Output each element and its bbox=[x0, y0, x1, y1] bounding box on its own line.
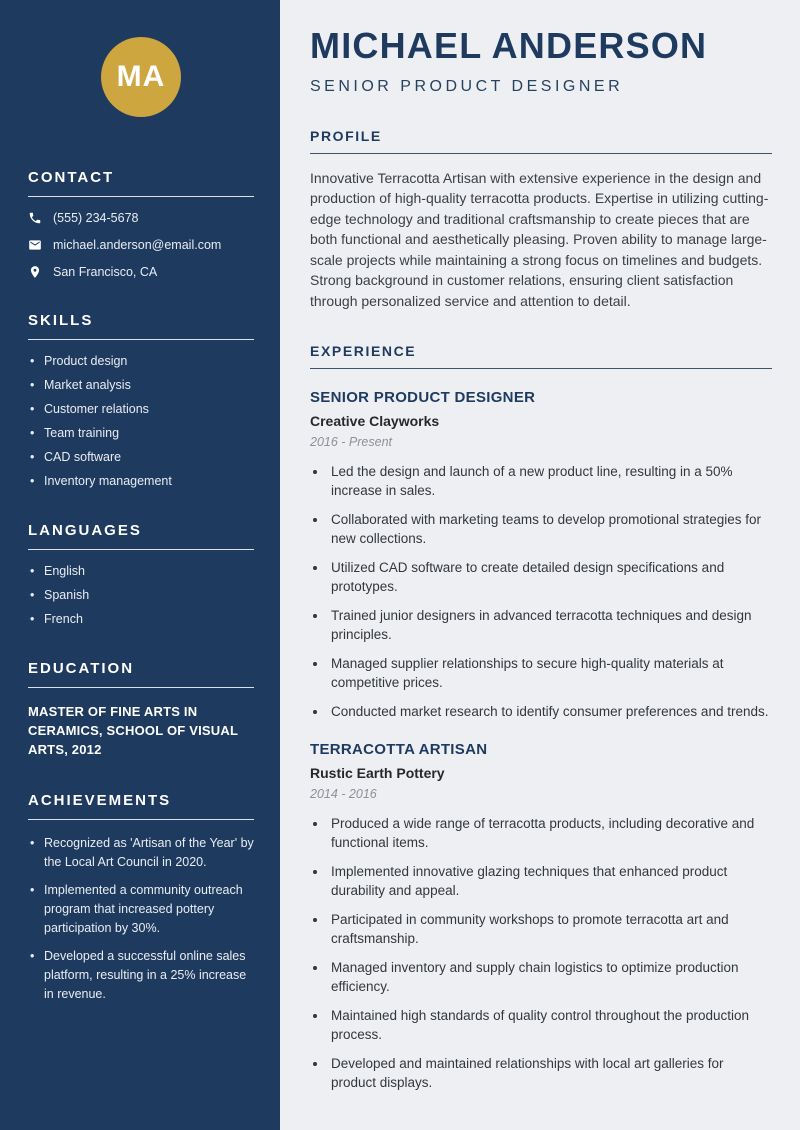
job-bullet: • Managed inventory and supply chain logistics to optimize production efficiency. bbox=[328, 958, 772, 996]
job-bullet: • Participated in community workshops to promote terracotta art and craftsmanship. bbox=[328, 910, 772, 948]
avatar-initials: MA bbox=[116, 60, 166, 93]
achievement-item: • Developed a successful online sales platform, resulting in a 25% increase in revenue. bbox=[28, 947, 254, 1004]
language-item: • Spanish bbox=[28, 588, 254, 603]
main-content bbox=[280, 0, 800, 1130]
experience-section bbox=[310, 343, 772, 1092]
job-bullet: • Collaborated with marketing teams to develop promotional strategies for new collections. bbox=[328, 510, 772, 548]
job-company: Rustic Earth Pottery bbox=[310, 765, 445, 782]
achievement-item: • Recognized as 'Artisan of the Year' by the Local Art Council in 2020. bbox=[28, 834, 254, 872]
job-bullet-list bbox=[310, 462, 772, 721]
contact-email: michael.anderson@email.com bbox=[53, 238, 222, 252]
education-degree: MASTER OF FINE ARTS IN CERAMICS, SCHOOL OF VISUAL ARTS, 2012 bbox=[28, 704, 238, 757]
profile-text: Innovative Terracotta Artisan with extensive experience in the design and production of high-quality terracotta products. Expertise in utilizing cutting-edge technology and traditional craftsmanship to create pieces that are both functional and aesthetically pleasing. Proven ability to manage large-scale projects while maintaining a strong focus on timelines and budgets. Strong background in customer relations, ensuring client satisfaction through personalized service and attention to detail. bbox=[310, 169, 769, 309]
achievement-item: • Implemented a community outreach program that increased pottery participation by 30%. bbox=[28, 881, 254, 938]
contact-section-title: CONTACT bbox=[28, 169, 254, 197]
job-dates: 2014 - 2016 bbox=[310, 787, 377, 802]
education-section bbox=[28, 660, 254, 759]
profile-section-title: PROFILE bbox=[310, 128, 772, 154]
resume-name: MICHAEL ANDERSON bbox=[310, 25, 708, 66]
contact-section bbox=[28, 169, 254, 279]
contact-location: San Francisco, CA bbox=[53, 265, 158, 279]
skill-item: • Team training bbox=[28, 426, 254, 441]
contact-row-location bbox=[28, 265, 254, 279]
job-bullet: • Produced a wide range of terracotta products, including decorative and functional items. bbox=[328, 814, 772, 852]
languages-section bbox=[28, 522, 254, 627]
job-bullet: • Utilized CAD software to create detailed design specifications and prototypes. bbox=[328, 558, 772, 596]
language-item: • French bbox=[28, 612, 254, 627]
job-bullet: • Implemented innovative glazing techniques that enhanced product durability and appeal. bbox=[328, 862, 772, 900]
skill-item: • CAD software bbox=[28, 450, 254, 465]
skills-section-title: SKILLS bbox=[28, 312, 254, 340]
job-bullet: • Conducted market research to identify consumer preferences and trends. bbox=[328, 702, 772, 721]
job-role: TERRACOTTA ARTISAN bbox=[310, 741, 488, 759]
job-bullet: • Trained junior designers in advanced terracotta techniques and design principles. bbox=[328, 606, 772, 644]
sidebar bbox=[0, 0, 280, 1130]
education-section-title: EDUCATION bbox=[28, 660, 254, 688]
job-bullet: • Maintained high standards of quality control throughout the production process. bbox=[328, 1006, 772, 1044]
skill-item: • Market analysis bbox=[28, 378, 254, 393]
job-dates: 2016 - Present bbox=[310, 435, 392, 450]
contact-row-email bbox=[28, 238, 254, 252]
languages-list bbox=[28, 564, 254, 627]
location-icon bbox=[28, 265, 42, 279]
email-icon bbox=[28, 238, 42, 252]
resume-title: SENIOR PRODUCT DESIGNER bbox=[310, 77, 624, 95]
skill-item: • Product design bbox=[28, 354, 254, 369]
languages-section-title: LANGUAGES bbox=[28, 522, 254, 550]
job-company: Creative Clayworks bbox=[310, 413, 440, 430]
job-entry bbox=[310, 389, 772, 721]
skills-list bbox=[28, 354, 254, 489]
achievements-section bbox=[28, 792, 254, 1004]
profile-section bbox=[310, 128, 772, 312]
job-bullet: • Managed supplier relationships to secure high-quality materials at competitive prices. bbox=[328, 654, 772, 692]
skill-item: • Customer relations bbox=[28, 402, 254, 417]
skills-section bbox=[28, 312, 254, 489]
job-bullet: • Led the design and launch of a new product line, resulting in a 50% increase in sales. bbox=[328, 462, 772, 500]
job-bullet-list bbox=[310, 814, 772, 1092]
experience-section-title: EXPERIENCE bbox=[310, 343, 772, 369]
contact-phone: (555) 234-5678 bbox=[53, 211, 139, 225]
skill-item: • Inventory management bbox=[28, 474, 254, 489]
job-entry bbox=[310, 741, 772, 1092]
job-role: SENIOR PRODUCT DESIGNER bbox=[310, 389, 536, 407]
job-bullet: • Developed and maintained relationships with local art galleries for product displays. bbox=[328, 1054, 772, 1092]
achievements-section-title: ACHIEVEMENTS bbox=[28, 792, 254, 820]
avatar bbox=[101, 37, 181, 117]
achievements-list bbox=[28, 834, 254, 1004]
language-item: • English bbox=[28, 564, 254, 579]
contact-row-phone bbox=[28, 211, 254, 225]
phone-icon bbox=[28, 211, 42, 225]
